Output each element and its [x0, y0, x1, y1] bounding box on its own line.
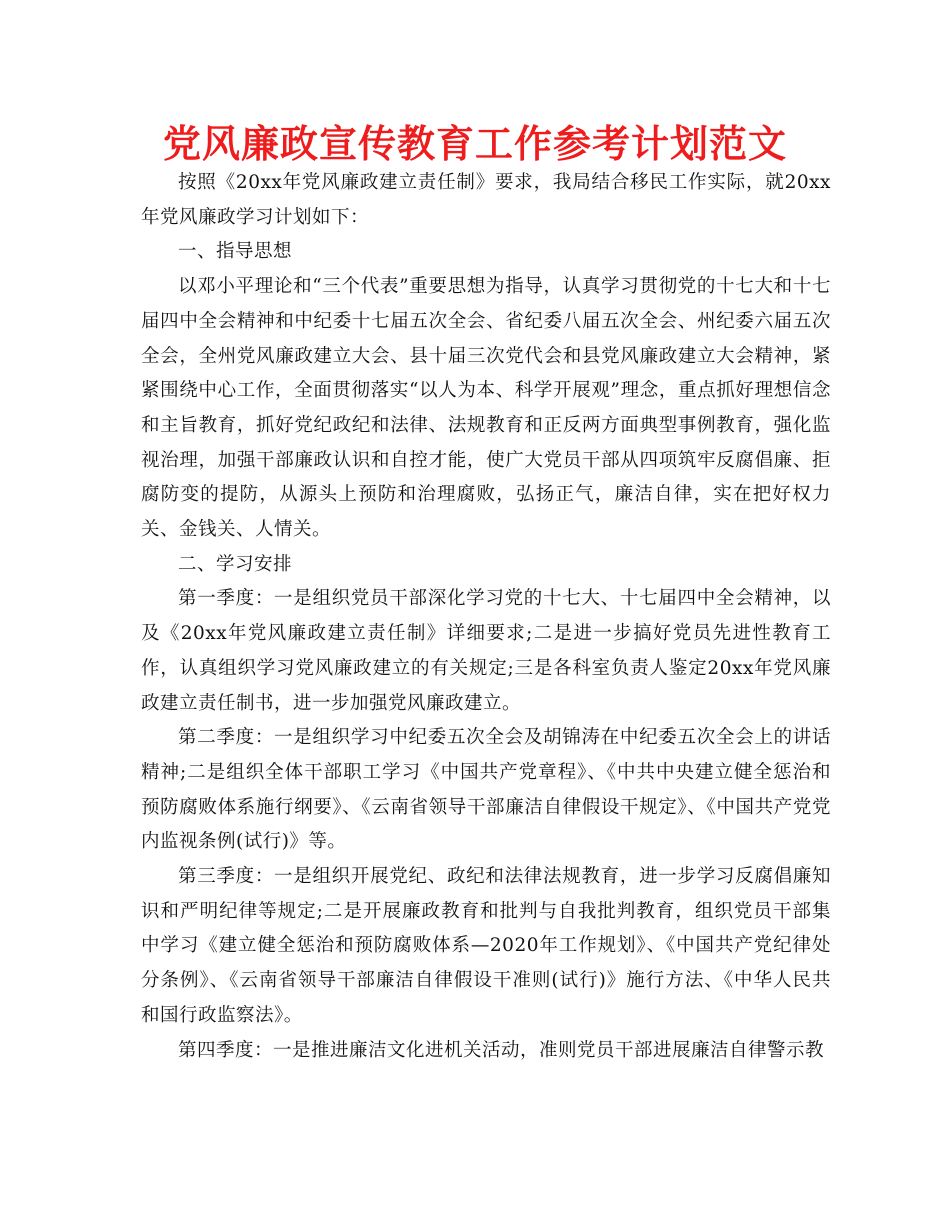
guiding-thought-paragraph: 以邓小平理论和“三个代表”重要思想为指导，认真学习贯彻党的十七大和十七届四中全会精神和中纪委十七届五次全会、省纪委八届五次全会、州纪委六届五次全会，全州党风廉政建立大会、县十届三次党代会和县党风廉政建立大会精神，紧紧围绕中心工作，全面贯彻落实“以人为本、科学开展观”理念，重点抓好理想信念和主旨教育，抓好党纪政纪和法律、法规教育和正反两方面典型事例教育，强化监视治理，加强干部廉政认识和自控才能，使广大党员干部从四项筑牢反腐倡廉、拒腐防变的提防，从源头上预防和治理腐败，弘扬正气，廉洁自律，实在把好权力关、金钱关、人情关。 — [141, 276, 831, 541]
third-quarter-paragraph: 第三季度：一是组织开展党纪、政纪和法律法规教育，进一步学习反腐倡廉知识和严明纪律等规定;二是开展廉政教育和批判与自我批判教育，组织党员干部集中学习《建立健全惩治和预防腐败体系—2020年工作规划》、《中国共产党纪律处分条例》、《云南省领导干部廉洁自律假设干准则(试行)》施行方法、《中华人民共和国行政监察法》。 — [141, 866, 831, 1026]
section-heading-guiding-thought: 一、指导思想 — [178, 241, 293, 263]
fourth-quarter-paragraph: 第四季度：一是推进廉洁文化进机关活动，准则党员干部进展廉洁自律警示教 — [178, 1039, 825, 1061]
document-title: 党风廉政宣传教育工作参考计划范文 — [162, 122, 787, 166]
section-heading-study-arrangement: 二、学习安排 — [178, 553, 293, 575]
document-body — [141, 166, 831, 1068]
intro-paragraph: 按照《20xx年党风廉政建立责任制》要求，我局结合移民工作实际，就20xx年党风廉政学习计划如下： — [141, 172, 831, 228]
first-quarter-paragraph: 第一季度：一是组织党员干部深化学习党的十七大、十七届四中全会精神，以及《20xx年党风廉政建立责任制》详细要求;二是进一步搞好党员先进性教育工作，认真组织学习党风廉政建立的有关规定;三是各科室负责人鉴定20xx年党风廉政建立责任制书，进一步加强党风廉政建立。 — [141, 588, 831, 714]
second-quarter-paragraph: 第二季度：一是组织学习中纪委五次全会及胡锦涛在中纪委五次全会上的讲话精神;二是组织全体干部职工学习《中国共产党章程》、《中共中央建立健全惩治和预防腐败体系施行纲要》、《云南省领导干部廉洁自律假设干规定》、《中国共产党党内监视条例(试行)》等。 — [141, 727, 831, 853]
